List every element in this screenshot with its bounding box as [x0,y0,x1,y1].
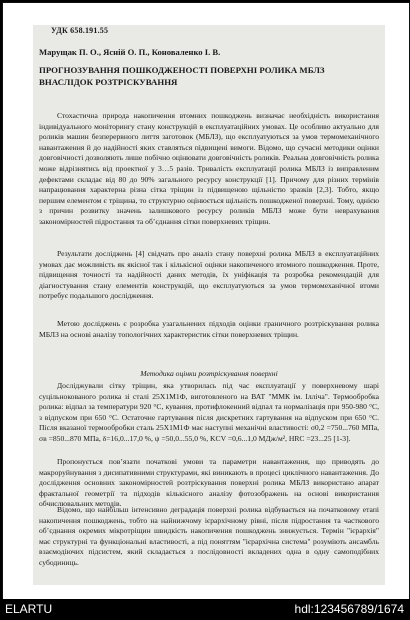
paragraph-results: Результати досліджень [4] свідчать про аналіз стану поверхні ролика МБЛЗ в експлуатаційних умовах дає можливість як якісної так і кількісної оцінки накопиченого втомного пошкодження. Проте, підвищення точності та надійності даних методів, їх уніфікація та розробка рекомендацій для діагностування стану елементів конструкцій, що експлуатуються за умов термомеханічної втоми потребує подальшого дослідження. [39,249,379,301]
repository-name: ELARTU [5,602,53,616]
paragraph-hierarchy: Відомо, що найбільш інтенсивно деградація поверхні ролика відбувається на початковому етапі накопичення пошкоджень, тобто на найнижчому ієрархічному рівні, після підростання та часткового об’єднання окремих мікротріщин швидкість накопичення пошкоджень знижується. Термін "ієрархія" має структурні та функціональні властивості, а під поняттям "ієрархічна система" розуміють ансамбль взаємодіючих підсистем, який складається з послідовності вкладених одна в одну самоподібних субодиниць. [39,505,379,567]
handle-id: hdl:123456789/1674 [294,602,404,616]
paragraph-intro: Стохастична природа накопичення втомних пошкоджень визначає необхідність використання індивідуального моніторингу стану конструкцій в експлуатаційних умовах. Це особливо актуально для роликів машин безперервного лиття заготовок (МБЛЗ), що експлуатуються за умов термомеханічного навантаження й до надійності яких ставляться підвищені вимоги. Відомо, що сучасні методики оцінки довговічності дозволяють лише побічно оцінювати довговічність роликів. Реальна довговічність ролика може відрізнятись від проектної у 3…5 разів. Тривалість експлуатації ролика МБЛЗ із виправленим дефектами складає від 80 до 90% загального ресурсу конструкції [1]. Причому для різних термінів напрацювання характерна різна сітка тріщин із підвищеною щільністю зразків [2,3]. Тобто, якщо першим елементом є тріщина, то структурно оцінюється щільність пошкодженої поверхні. Тому, однією з причин розвитку значень залишкового ресурсу роликів МБЛЗ може бути неврахування закономірностей підростання та об’єднання сітки поверхневих тріщин. [39,111,379,226]
paragraph-proposal: Пропонується пов’язати початкові умови та параметри навантаження, що приводять до макроруйнування з дисипативними структурами, які виникають в процесі циклічного навантаження. До дослідження основних закономірностей розтріскування поверхні ролика МБЛЗ використано апарат фрактальної геометрії та підходів кількісного аналізу фотозображень на основі використання обчислювальних методів. [39,457,379,509]
paper-title: ПРОГНОЗУВАННЯ ПОШКОДЖЕНОСТІ ПОВЕРХНІ РОЛИКА МБЛЗ ВНАСЛІДОК РОЗТРІСКУВАННЯ [39,65,325,87]
page-frame [2,2,410,601]
authors: Марущак П. О., Ясній О. П., Коноваленко І. В. [39,47,221,57]
methods-heading: Методика оцінки розтріскування поверхні [140,369,278,378]
repository-footer [0,599,410,620]
paragraph-methods: Досліджували сітку тріщин, яка утворилась під час експлуатації у поверхневому шарі суцільнокованого ролика зі сталі 25Х1М1Ф, виготовленого на ВАТ "ММК ім. Ілліча". Термообробка ролика: відпал за температури 920 °С, кування, протифлокенний відпал та нормалізація при 950-980 °С, з відпуском при 650 °С. Остаточне гартування після дискретних гартування на відпуском при 650 °С. Після вказаної термообробки сталь 25Х1М1Ф має наступні механічні властивості: σ0,2 =750...760 МПа, σв =850...870 МПа, δ=16,0...17,0 %, ψ =50,0...55,0 %, KCV =0,6...1,0 МДж/м², HRC =23...25 [1-3]. [39,381,379,443]
scanned-page [33,25,385,585]
paragraph-goal: Метою досліджень є розробка узагальнених підходів оцінки граничного розтріскування ролика МБЛЗ на основі аналізу топологічних характеристик сітки поверхневих тріщин. [39,319,379,339]
udc-code: УДК 658.191.55 [51,26,109,35]
